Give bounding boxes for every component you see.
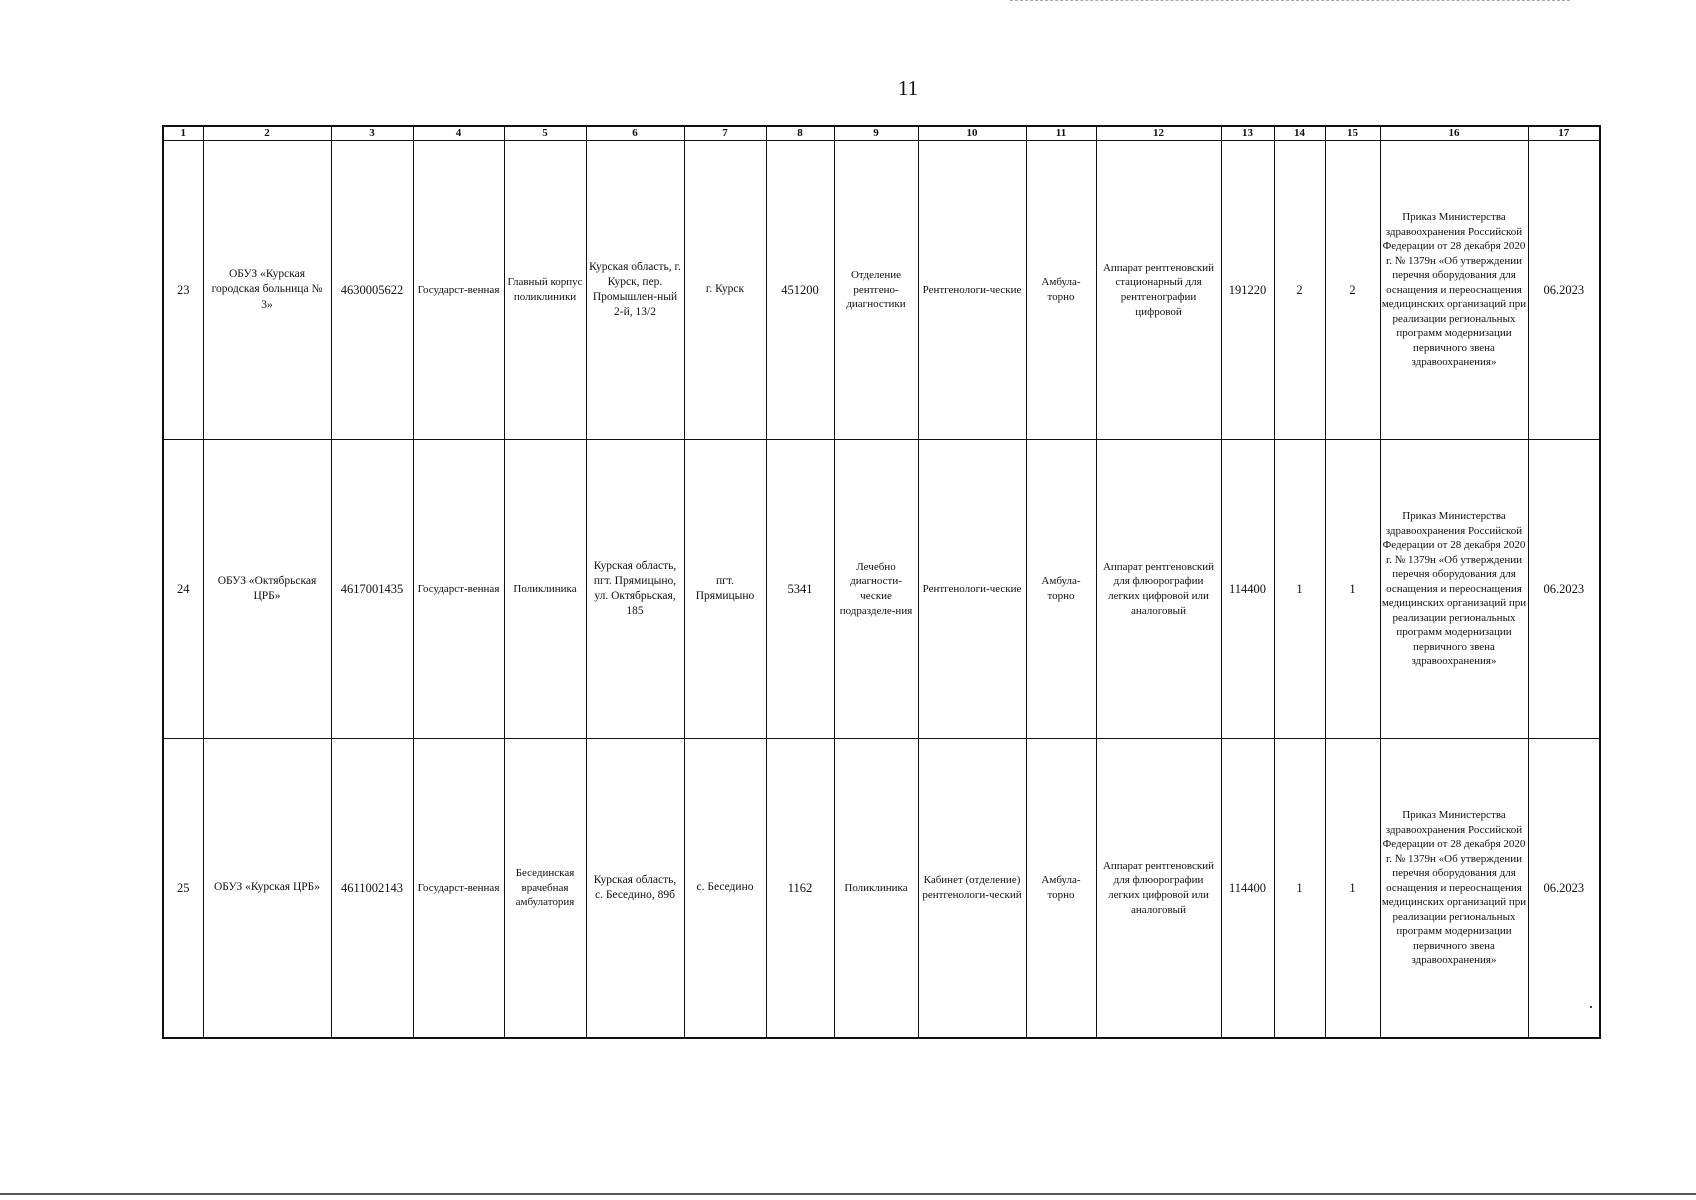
legal-basis-cell: Приказ Министерства здравоохранения Российской Федерации от 28 декабря 2020 г. № 1379н «Об утверждении перечня оборудования для оснащения и переоснащения медицинских организаций при реализации региональных программ модернизации первичного звена здравоохранения» bbox=[1380, 739, 1528, 1039]
scan-top-edge bbox=[1010, 0, 1570, 2]
organization-cell: ОБУЗ «Курская городская больница № 3» bbox=[203, 141, 331, 440]
research-type-cell: Рентгенологи-ческие bbox=[918, 141, 1026, 440]
equipment-code-cell: 114400 bbox=[1221, 440, 1274, 739]
table-row bbox=[163, 739, 1600, 1039]
quantity-cell: 2 bbox=[1325, 141, 1380, 440]
scan-speck bbox=[1590, 1006, 1592, 1008]
quantity-cell: 1 bbox=[1325, 440, 1380, 739]
column-header: 7 bbox=[684, 126, 766, 141]
equipment-table-container bbox=[162, 125, 1599, 1039]
equipment-name-cell: Аппарат рентгеновский стационарный для рентгенографии цифровой bbox=[1096, 141, 1221, 440]
research-type-cell: Рентгенологи-ческие bbox=[918, 440, 1026, 739]
column-header: 12 bbox=[1096, 126, 1221, 141]
column-header: 14 bbox=[1274, 126, 1325, 141]
column-header: 8 bbox=[766, 126, 834, 141]
row-number-cell: 25 bbox=[163, 739, 203, 1039]
table-row bbox=[163, 440, 1600, 739]
row-number-cell: 24 bbox=[163, 440, 203, 739]
quantity-cell: 1 bbox=[1325, 739, 1380, 1039]
column-header: 15 bbox=[1325, 126, 1380, 141]
column-header: 9 bbox=[834, 126, 918, 141]
column-number-header-row bbox=[163, 126, 1600, 141]
population-cell: 1162 bbox=[766, 739, 834, 1039]
care-conditions-cell: Амбула-торно bbox=[1026, 440, 1096, 739]
ownership-cell: Государст-венная bbox=[413, 739, 504, 1039]
column-header: 3 bbox=[331, 126, 413, 141]
page-number: 11 bbox=[897, 76, 919, 100]
care-conditions-cell: Амбула-торно bbox=[1026, 739, 1096, 1039]
ownership-cell: Государст-венная bbox=[413, 141, 504, 440]
care-conditions-cell: Амбула-торно bbox=[1026, 141, 1096, 440]
date-cell: 06.2023 bbox=[1528, 440, 1600, 739]
quantity-cell: 1 bbox=[1274, 440, 1325, 739]
department-cell: Лечебно диагности-ческие подразделе-ния bbox=[834, 440, 918, 739]
inn-cell: 4630005622 bbox=[331, 141, 413, 440]
column-header: 13 bbox=[1221, 126, 1274, 141]
table-row bbox=[163, 141, 1600, 440]
population-cell: 451200 bbox=[766, 141, 834, 440]
row-number-cell: 23 bbox=[163, 141, 203, 440]
inn-cell: 4617001435 bbox=[331, 440, 413, 739]
scan-bottom-edge bbox=[0, 1193, 1696, 1195]
column-header: 1 bbox=[163, 126, 203, 141]
column-header: 17 bbox=[1528, 126, 1600, 141]
department-cell: Отделение рентгено-диагностики bbox=[834, 141, 918, 440]
organization-cell: ОБУЗ «Курская ЦРБ» bbox=[203, 739, 331, 1039]
column-header: 4 bbox=[413, 126, 504, 141]
equipment-name-cell: Аппарат рентгеновский для флюорографии легких цифровой или аналоговый bbox=[1096, 739, 1221, 1039]
legal-basis-cell: Приказ Министерства здравоохранения Российской Федерации от 28 декабря 2020 г. № 1379н «Об утверждении перечня оборудования для оснащения и переоснащения медицинских организаций при реализации региональных программ модернизации первичного звена здравоохранения» bbox=[1380, 141, 1528, 440]
column-header: 11 bbox=[1026, 126, 1096, 141]
address-cell: Курская область, с. Беседино, 89б bbox=[586, 739, 684, 1039]
locality-cell: с. Беседино bbox=[684, 739, 766, 1039]
locality-cell: пгт. Прямицыно bbox=[684, 440, 766, 739]
research-type-cell: Кабинет (отделение) рентгенологи-ческий bbox=[918, 739, 1026, 1039]
population-cell: 5341 bbox=[766, 440, 834, 739]
column-header: 6 bbox=[586, 126, 684, 141]
equipment-name-cell: Аппарат рентгеновский для флюорографии легких цифровой или аналоговый bbox=[1096, 440, 1221, 739]
subdivision-cell: Главный корпус поликлиники bbox=[504, 141, 586, 440]
address-cell: Курская область, пгт. Прямицыно, ул. Октябрьская, 185 bbox=[586, 440, 684, 739]
column-header: 2 bbox=[203, 126, 331, 141]
locality-cell: г. Курск bbox=[684, 141, 766, 440]
equipment-table bbox=[162, 125, 1601, 1039]
quantity-cell: 2 bbox=[1274, 141, 1325, 440]
equipment-code-cell: 191220 bbox=[1221, 141, 1274, 440]
subdivision-cell: Бесединская врачебная амбулатория bbox=[504, 739, 586, 1039]
subdivision-cell: Поликлиника bbox=[504, 440, 586, 739]
department-cell: Поликлиника bbox=[834, 739, 918, 1039]
column-header: 16 bbox=[1380, 126, 1528, 141]
quantity-cell: 1 bbox=[1274, 739, 1325, 1039]
date-cell: 06.2023 bbox=[1528, 141, 1600, 440]
organization-cell: ОБУЗ «Октябрьская ЦРБ» bbox=[203, 440, 331, 739]
equipment-code-cell: 114400 bbox=[1221, 739, 1274, 1039]
inn-cell: 4611002143 bbox=[331, 739, 413, 1039]
address-cell: Курская область, г. Курск, пер. Промышлен-ный 2-й, 13/2 bbox=[586, 141, 684, 440]
ownership-cell: Государст-венная bbox=[413, 440, 504, 739]
column-header: 5 bbox=[504, 126, 586, 141]
date-cell: 06.2023 bbox=[1528, 739, 1600, 1039]
legal-basis-cell: Приказ Министерства здравоохранения Российской Федерации от 28 декабря 2020 г. № 1379н «Об утверждении перечня оборудования для оснащения и переоснащения медицинских организаций при реализации региональных программ модернизации первичного звена здравоохранения» bbox=[1380, 440, 1528, 739]
column-header: 10 bbox=[918, 126, 1026, 141]
